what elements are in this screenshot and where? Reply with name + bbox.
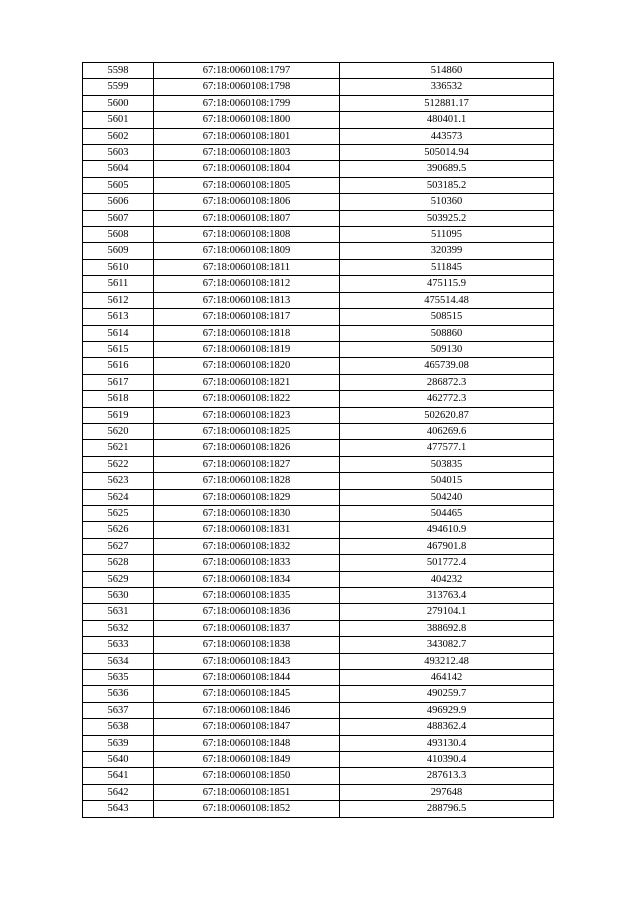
row-number-cell: 5614 [83,325,154,341]
cadastral-number-cell: 67:18:0060108:1832 [154,538,340,554]
table-row [83,145,554,161]
value-cell: 480401.1 [340,112,554,128]
cadastral-number-cell: 67:18:0060108:1846 [154,702,340,718]
value-cell: 511095 [340,227,554,243]
cadastral-number-cell: 67:18:0060108:1804 [154,161,340,177]
row-number-cell: 5635 [83,670,154,686]
cadastral-number-cell: 67:18:0060108:1809 [154,243,340,259]
table-row [83,177,554,193]
cadastral-number-cell: 67:18:0060108:1821 [154,374,340,390]
cadastral-number-cell: 67:18:0060108:1807 [154,210,340,226]
value-cell: 503835 [340,456,554,472]
table-row [83,538,554,554]
value-cell: 320399 [340,243,554,259]
value-cell: 490259.7 [340,686,554,702]
table-row [83,571,554,587]
row-number-cell: 5626 [83,522,154,538]
value-cell: 502620.87 [340,407,554,423]
table-row [83,227,554,243]
row-number-cell: 5620 [83,423,154,439]
row-number-cell: 5608 [83,227,154,243]
row-number-cell: 5625 [83,505,154,521]
cadastral-number-cell: 67:18:0060108:1799 [154,95,340,111]
cadastral-number-cell: 67:18:0060108:1844 [154,670,340,686]
cadastral-number-cell: 67:18:0060108:1823 [154,407,340,423]
row-number-cell: 5639 [83,735,154,751]
value-cell: 488362.4 [340,719,554,735]
value-cell: 313763.4 [340,588,554,604]
table-row [83,161,554,177]
value-cell: 512881.17 [340,95,554,111]
cadastral-number-cell: 67:18:0060108:1845 [154,686,340,702]
cadastral-number-cell: 67:18:0060108:1838 [154,637,340,653]
table-row [83,309,554,325]
table-row [83,79,554,95]
cadastral-number-cell: 67:18:0060108:1812 [154,276,340,292]
table-row [83,604,554,620]
value-cell: 511845 [340,259,554,275]
value-cell: 467901.8 [340,538,554,554]
value-cell: 510360 [340,194,554,210]
cadastral-number-cell: 67:18:0060108:1803 [154,145,340,161]
cadastral-number-cell: 67:18:0060108:1825 [154,423,340,439]
table-row [83,702,554,718]
cadastral-number-cell: 67:18:0060108:1819 [154,341,340,357]
table-body [83,63,554,818]
value-cell: 475115.9 [340,276,554,292]
table-row [83,555,554,571]
cadastral-number-cell: 67:18:0060108:1836 [154,604,340,620]
cadastral-number-cell: 67:18:0060108:1847 [154,719,340,735]
cadastral-number-cell: 67:18:0060108:1843 [154,653,340,669]
value-cell: 508860 [340,325,554,341]
table-row [83,292,554,308]
value-cell: 509130 [340,341,554,357]
row-number-cell: 5632 [83,620,154,636]
row-number-cell: 5605 [83,177,154,193]
table-row [83,637,554,653]
cadastral-number-cell: 67:18:0060108:1848 [154,735,340,751]
table-row [83,276,554,292]
row-number-cell: 5638 [83,719,154,735]
row-number-cell: 5633 [83,637,154,653]
value-cell: 493212.48 [340,653,554,669]
row-number-cell: 5634 [83,653,154,669]
value-cell: 503925.2 [340,210,554,226]
value-cell: 406269.6 [340,423,554,439]
table-row [83,374,554,390]
row-number-cell: 5642 [83,784,154,800]
cadastral-number-cell: 67:18:0060108:1833 [154,555,340,571]
row-number-cell: 5612 [83,292,154,308]
cadastral-number-cell: 67:18:0060108:1806 [154,194,340,210]
table-row [83,456,554,472]
value-cell: 288796.5 [340,801,554,817]
row-number-cell: 5606 [83,194,154,210]
table-row [83,391,554,407]
cadastral-number-cell: 67:18:0060108:1835 [154,588,340,604]
value-cell: 388692.8 [340,620,554,636]
row-number-cell: 5622 [83,456,154,472]
cadastral-number-cell: 67:18:0060108:1831 [154,522,340,538]
table-row [83,473,554,489]
row-number-cell: 5631 [83,604,154,620]
row-number-cell: 5624 [83,489,154,505]
table-row [83,423,554,439]
value-cell: 496929.9 [340,702,554,718]
table-row [83,440,554,456]
row-number-cell: 5603 [83,145,154,161]
table-row [83,768,554,784]
value-cell: 501772.4 [340,555,554,571]
row-number-cell: 5610 [83,259,154,275]
value-cell: 462772.3 [340,391,554,407]
table-row [83,752,554,768]
table-row [83,407,554,423]
row-number-cell: 5643 [83,801,154,817]
table-row [83,784,554,800]
value-cell: 508515 [340,309,554,325]
value-cell: 493130.4 [340,735,554,751]
row-number-cell: 5636 [83,686,154,702]
value-cell: 475514.48 [340,292,554,308]
value-cell: 504015 [340,473,554,489]
table-row [83,194,554,210]
value-cell: 477577.1 [340,440,554,456]
row-number-cell: 5607 [83,210,154,226]
table-row [83,735,554,751]
value-cell: 504240 [340,489,554,505]
table-row [83,522,554,538]
row-number-cell: 5613 [83,309,154,325]
table-row [83,128,554,144]
cadastral-number-cell: 67:18:0060108:1808 [154,227,340,243]
table-row [83,243,554,259]
row-number-cell: 5630 [83,588,154,604]
table-row [83,259,554,275]
table-row [83,620,554,636]
cadastral-number-cell: 67:18:0060108:1811 [154,259,340,275]
table-row [83,801,554,817]
row-number-cell: 5641 [83,768,154,784]
cadastral-number-cell: 67:18:0060108:1818 [154,325,340,341]
row-number-cell: 5627 [83,538,154,554]
cadastral-number-cell: 67:18:0060108:1822 [154,391,340,407]
cadastral-number-cell: 67:18:0060108:1797 [154,63,340,79]
cadastral-number-cell: 67:18:0060108:1801 [154,128,340,144]
value-cell: 505014.94 [340,145,554,161]
cadastral-number-cell: 67:18:0060108:1813 [154,292,340,308]
value-cell: 494610.9 [340,522,554,538]
value-cell: 464142 [340,670,554,686]
value-cell: 336532 [340,79,554,95]
table-row [83,719,554,735]
document-table-container [82,62,553,818]
value-cell: 343082.7 [340,637,554,653]
row-number-cell: 5601 [83,112,154,128]
cadastral-number-cell: 67:18:0060108:1826 [154,440,340,456]
value-cell: 390689.5 [340,161,554,177]
value-cell: 287613.3 [340,768,554,784]
row-number-cell: 5615 [83,341,154,357]
value-cell: 286872.3 [340,374,554,390]
cadastral-number-cell: 67:18:0060108:1828 [154,473,340,489]
row-number-cell: 5640 [83,752,154,768]
table-row [83,653,554,669]
cadastral-number-cell: 67:18:0060108:1830 [154,505,340,521]
cadastral-number-cell: 67:18:0060108:1805 [154,177,340,193]
cadastral-number-cell: 67:18:0060108:1834 [154,571,340,587]
value-cell: 410390.4 [340,752,554,768]
table-row [83,358,554,374]
cadastral-number-cell: 67:18:0060108:1849 [154,752,340,768]
value-cell: 465739.08 [340,358,554,374]
table-row [83,341,554,357]
table-row [83,505,554,521]
row-number-cell: 5611 [83,276,154,292]
cadastral-number-cell: 67:18:0060108:1798 [154,79,340,95]
row-number-cell: 5621 [83,440,154,456]
row-number-cell: 5600 [83,95,154,111]
value-cell: 297648 [340,784,554,800]
row-number-cell: 5618 [83,391,154,407]
row-number-cell: 5628 [83,555,154,571]
row-number-cell: 5599 [83,79,154,95]
row-number-cell: 5629 [83,571,154,587]
cadastral-number-cell: 67:18:0060108:1827 [154,456,340,472]
cadastral-number-cell: 67:18:0060108:1817 [154,309,340,325]
value-cell: 279104.1 [340,604,554,620]
row-number-cell: 5637 [83,702,154,718]
table-row [83,670,554,686]
table-row [83,588,554,604]
cadastral-number-cell: 67:18:0060108:1851 [154,784,340,800]
cadastral-number-cell: 67:18:0060108:1850 [154,768,340,784]
cadastral-number-cell: 67:18:0060108:1820 [154,358,340,374]
cadastral-number-cell: 67:18:0060108:1829 [154,489,340,505]
table-row [83,686,554,702]
value-cell: 404232 [340,571,554,587]
table-row [83,112,554,128]
table-row [83,63,554,79]
row-number-cell: 5617 [83,374,154,390]
cadastral-value-table [82,62,554,818]
table-row [83,95,554,111]
row-number-cell: 5602 [83,128,154,144]
row-number-cell: 5604 [83,161,154,177]
row-number-cell: 5623 [83,473,154,489]
row-number-cell: 5616 [83,358,154,374]
row-number-cell: 5619 [83,407,154,423]
cadastral-number-cell: 67:18:0060108:1800 [154,112,340,128]
table-row [83,210,554,226]
cadastral-number-cell: 67:18:0060108:1837 [154,620,340,636]
row-number-cell: 5598 [83,63,154,79]
value-cell: 514860 [340,63,554,79]
value-cell: 503185.2 [340,177,554,193]
value-cell: 443573 [340,128,554,144]
table-row [83,325,554,341]
cadastral-number-cell: 67:18:0060108:1852 [154,801,340,817]
table-row [83,489,554,505]
row-number-cell: 5609 [83,243,154,259]
value-cell: 504465 [340,505,554,521]
